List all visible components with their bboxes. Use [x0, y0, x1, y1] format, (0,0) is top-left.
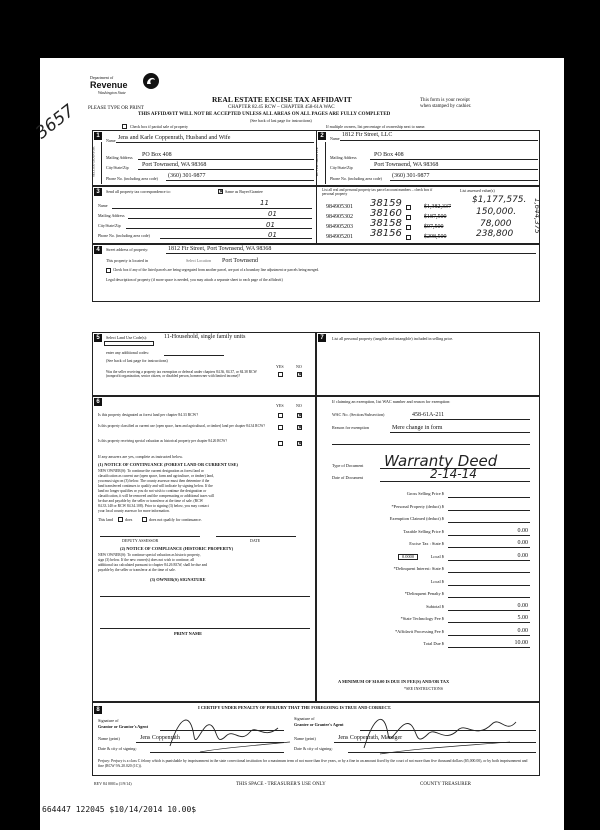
handwritten-total: 1,644,375 [533, 198, 541, 234]
seller-side-label: SELLER GRANTOR [93, 142, 102, 184]
tax-row-value[interactable]: 0.00 [517, 602, 528, 609]
tax-row-label: *State Technology Fee $ [400, 616, 444, 621]
s5-yes-checkbox[interactable] [278, 372, 283, 377]
grantor-name-label: Name (print) [98, 736, 120, 741]
assessed-printed-4: $208,500 [424, 234, 447, 240]
handwritten-value-1: $1,177,575. [472, 195, 527, 205]
grantor-sig-label: Signature of [98, 718, 119, 723]
tax-row-label: Local $ [430, 553, 444, 559]
parcel-3-personal-checkbox[interactable] [406, 225, 411, 230]
street-address-field[interactable]: 1812 Fir Street, Port Townsend, WA 98368 [168, 246, 272, 252]
s5-no-label: NO [296, 364, 302, 369]
handwritten-code-3: 38158 [370, 218, 402, 229]
does-not-label: does not qualify for continuance. [149, 517, 202, 522]
land-use-see-back: (See back of last page for instructions) [106, 358, 168, 363]
buyer-mailing-label: Mailing Address [330, 155, 357, 160]
s5-no-checkbox[interactable]: ✕ [298, 372, 303, 378]
tax-row-value[interactable]: 0.00 [517, 540, 528, 546]
receipt-note-1: This form is your receipt [420, 98, 470, 103]
tax-row-label: *Affidavit Processing Fee $ [394, 628, 444, 634]
send-correspondence-label: Send all property tax correspondence to: [106, 189, 171, 194]
tax-row-label: Total Due $ [423, 641, 444, 646]
certify-statement: I CERTIFY UNDER PENALTY OF PERJURY THAT THE FOREGOING IS TRUE AND CORRECT. [198, 705, 392, 710]
handwritten-code-4: 38156 [370, 228, 402, 239]
perjury-note: Perjury: Perjury is a class C felony which is punishable by imprisonment in the state correctional institution for a maximum term of not more than five years, or by a fine in an amount fixed by the court of not more than five thousand dollars ($5,000.00), or by both imprisonment and fine (RCW 9A.20.020 (1C)). [98, 759, 528, 768]
s3-city-label: City/State/Zip [98, 223, 121, 228]
buyer-side-label: BUYER GRANTEE [317, 142, 326, 184]
section-8-number: 8 [94, 706, 102, 714]
section-1-number: 1 [94, 132, 102, 140]
exemption-question: Was the seller receiving a property tax exemption or deferral under chapters 84.36, 84.37, or 84.38 RCW (nonprofit organization, senior citizen, or disabled person, homeowner with limited income)? [106, 370, 257, 379]
historic-question: Is this property receiving special valuation as historical property per chapter 84.26 RCW? [98, 439, 228, 443]
parcel-2[interactable]: 984905302 [326, 214, 353, 220]
same-as-buyer-label: Same as Buyer/Grantee [225, 189, 263, 194]
grantor-date-label: Date & city of signing: [98, 746, 137, 751]
owner-signature-label: (3) OWNER(S) SIGNATURE [150, 577, 206, 582]
local-rate-field[interactable]: 0.0000 [398, 554, 418, 560]
reason-field[interactable]: Mere change in form [392, 425, 443, 431]
tax-row-label: Excise Tax : State $ [409, 541, 444, 546]
land-use-select[interactable]: 11-Household, single family units [164, 334, 246, 340]
legal-description-label: Legal description of property (if more space is needed, you may attach a separate sheet to each page of the affidavit) [106, 278, 283, 282]
section-2-number: 2 [318, 132, 326, 140]
parcel-header: List all real and personal property tax parcel account numbers – check box if personal property [322, 188, 433, 197]
handwritten-code-2: 38160 [370, 208, 402, 219]
revenue-label: Revenue [90, 80, 128, 90]
tax-row-label: Local $ [430, 578, 444, 584]
form-warning: THIS AFFIDAVIT WILL NOT BE ACCEPTED UNLESS ALL AREAS ON ALL PAGES ARE FULLY COMPLETED [138, 112, 391, 117]
deputy-assessor-label: DEPUTY ASSESSOR [122, 538, 159, 543]
parcel-1[interactable]: 984905301 [326, 204, 353, 210]
tax-rows [332, 490, 532, 670]
s6-yes-label: YES [276, 403, 284, 408]
section-7-box [316, 332, 540, 396]
buyer-city-field[interactable]: Port Townsend, WA 98368 [374, 162, 439, 168]
located-value[interactable]: Port Townsend [222, 258, 258, 264]
handwritten-value-2: 150,000. [476, 207, 517, 217]
does-not-checkbox[interactable] [142, 517, 147, 522]
doc-date-label: Date of Document [332, 475, 363, 480]
s5-yes-label: YES [276, 364, 284, 369]
tax-row-value[interactable]: 0.00 [517, 627, 528, 634]
seller-city-label: City/State/Zip [106, 165, 129, 170]
margin-mark-1: 11 [260, 199, 269, 207]
grantee-date-label: Date & city of signing: [294, 746, 333, 751]
washington-state-label: Washington State [98, 90, 126, 95]
section-6-number: 6 [94, 398, 102, 406]
please-type-label: PLEASE TYPE OR PRINT [88, 106, 144, 111]
doc-date-field[interactable]: 2-14-14 [430, 467, 477, 481]
handwritten-value-4: 238,800 [476, 229, 514, 239]
grantee-sig-label: Signature of [294, 716, 315, 721]
wac-field[interactable]: 458-61A-211 [412, 412, 445, 418]
section-3-number: 3 [94, 188, 102, 196]
seller-name-label: Name [106, 138, 116, 143]
tax-row-value[interactable]: 10.00 [514, 640, 528, 646]
tax-row-label: Exemption Claimed (deduct) $ [389, 516, 444, 521]
buyer-phone-label: Phone No. (including area code) [330, 176, 382, 181]
grantee-name-label: Name (print) [294, 736, 316, 741]
exemption-claim-text: If claiming an exemption, list WAC number and reason for exemption: [332, 399, 451, 404]
tax-row-label: Gross Selling Price $ [406, 491, 444, 496]
s6-no-label: NO [296, 403, 302, 408]
land-use-label: Select Land Use Code(s): [106, 335, 147, 340]
parcel-4-personal-checkbox[interactable] [406, 235, 411, 240]
seller-name-field[interactable]: Jens and Karle Coppenrath, Husband and Wife [118, 135, 231, 141]
doc-type-label: Type of Document [332, 463, 364, 468]
s3-mailing-label: Mailing Address [98, 213, 125, 218]
partial-sale-label: Check box if partial sale of property [130, 124, 188, 129]
parcel-1-personal-checkbox[interactable] [406, 205, 411, 210]
treasurer-space-label: THIS SPACE - TREASURER'S USE ONLY [236, 782, 326, 787]
section-7-number: 7 [318, 334, 326, 342]
grantee-signature-icon [350, 704, 520, 758]
grantee-name-field[interactable]: Jens Coppenrath, Manager [338, 735, 403, 741]
seller-city-field[interactable]: Port Townsend, WA 98368 [142, 162, 207, 168]
margin-mark-2: 01 [268, 210, 277, 218]
this-land-label: This land [98, 517, 113, 522]
margin-mark-4: 01 [268, 231, 277, 239]
q2-yes-checkbox[interactable] [278, 425, 283, 430]
assessed-header: List assessed value(s) [460, 188, 495, 193]
revenue-logo [82, 72, 162, 102]
multiple-owners-note: If multiple owners, list percentage of ownership next to name. [326, 124, 426, 129]
grantee-agent-label: Grantee or Grantee's Agent [294, 722, 344, 727]
seller-mailing-field[interactable]: PO Box 408 [142, 152, 172, 158]
assessed-printed-2: $187,500 [424, 214, 447, 220]
located-in-label: This property is located in [106, 258, 148, 263]
tax-row-value[interactable]: 5.00 [517, 615, 528, 621]
s3-phone-label: Phone No. (including area code) [98, 233, 150, 238]
does-checkbox[interactable] [118, 517, 123, 522]
cashier-stamp: 664447 122045 $10/14/2014 10.00$ [42, 805, 197, 814]
q3-no-checkbox[interactable]: ✕ [298, 441, 303, 447]
answers-note: If any answers are yes, complete as instructed below. [98, 454, 183, 459]
tax-row-value[interactable]: 0.00 [517, 552, 528, 559]
revenue-swirl-icon [142, 72, 160, 90]
tax-row-label: *Personal Property (deduct) $ [391, 503, 444, 509]
tax-row-label: Taxable Selling Price $ [403, 528, 444, 534]
current-use-question: Is this property classified as current use (open space, farm and agricultural, or timber) land per chapter 84.34 RCW? [98, 424, 265, 428]
partial-sale-checkbox[interactable] [122, 124, 127, 129]
street-address-label: Street address of property: [106, 247, 149, 252]
form-subtitle: CHAPTER 82.45 RCW – CHAPTER 458-61A WAC [228, 105, 335, 110]
personal-property-label: List all personal property (tangible and intangible) included in selling price. [332, 336, 454, 341]
county-treasurer-label: COUNTY TREASURER [420, 782, 471, 787]
historic-title: (2) NOTICE OF COMPLIANCE (HISTORIC PROPERTY) [120, 546, 234, 551]
see-back-note: (See back of last page for instructions) [250, 118, 312, 123]
dept-of-label: Department of [90, 75, 114, 80]
wac-label: WAC No. (Section/Subsection) [332, 412, 385, 417]
seller-mailing-label: Mailing Address [106, 155, 133, 160]
section-5-number: 5 [94, 334, 102, 342]
assessed-printed-3: $97,500 [424, 224, 444, 230]
tax-row-value[interactable]: 0.00 [517, 527, 528, 534]
parcel-3[interactable]: 984905203 [326, 224, 353, 230]
enter-codes-label: enter any additional codes: [106, 350, 149, 355]
parcel-4[interactable]: 984905201 [326, 234, 353, 240]
buyer-name-label: Name [330, 136, 340, 141]
buyer-mailing-field[interactable]: PO Box 408 [374, 152, 404, 158]
see-instructions-note: *SEE INSTRUCTIONS [404, 686, 444, 691]
q1-no-checkbox[interactable]: ✕ [298, 413, 303, 419]
section-4-number: 4 [94, 246, 102, 254]
minimum-due-note: A MINIMUM OF $10.00 IS DUE IN FEE(S) AND/OR TAX [338, 679, 450, 684]
segregation-checkbox[interactable] [106, 268, 111, 273]
date-label: DATE [250, 538, 261, 543]
q3-yes-checkbox[interactable] [278, 441, 283, 446]
reason-label: Reason for exemption [332, 425, 369, 430]
form-title: REAL ESTATE EXCISE TAX AFFIDAVIT [212, 95, 352, 104]
parcel-2-personal-checkbox[interactable] [406, 215, 411, 220]
seller-phone-field[interactable]: (360) 301-9877 [168, 173, 206, 179]
handwritten-page-number: 3657 [32, 100, 79, 144]
s3-name-label: Name [98, 203, 108, 208]
q2-no-checkbox[interactable]: ✕ [298, 425, 303, 431]
grantor-agent-label: Grantor or Grantor's Agent [98, 724, 148, 729]
doc-type-field[interactable]: Warranty Deed [384, 452, 498, 470]
buyer-name-field[interactable]: 1812 Fir Street, LLC [342, 132, 393, 138]
grantor-name-field[interactable]: Jens Coppenrath [140, 735, 180, 741]
handwritten-code-1: 38159 [370, 198, 402, 209]
print-name-label: PRINT NAME [174, 631, 203, 636]
buyer-phone-field[interactable]: (360) 301-9877 [392, 173, 430, 179]
continuance-title: (1) NOTICE OF CONTINUANCE (FOREST LAND OR CURRENT USE) [98, 462, 238, 467]
buyer-city-label: City/State/Zip [330, 165, 353, 170]
segregation-label: Check box if any of the listed parcels are being segregated from another parcel, are part of a boundary line adjustment or parcels being merged. [113, 268, 320, 272]
tax-row-label: *Delinquent Penalty $ [404, 591, 444, 596]
assessed-printed-1: $1,382,337 [424, 204, 451, 210]
handwritten-value-3: 78,000 [480, 219, 512, 229]
q1-yes-checkbox[interactable] [278, 413, 283, 418]
same-as-buyer-checkbox[interactable]: ✕ [219, 189, 224, 195]
tax-row-label: *Delinquent Interest: State $ [393, 566, 444, 571]
grantor-signature-icon [160, 706, 300, 758]
receipt-note-2: when stamped by cashier. [420, 104, 472, 109]
does-label: does [125, 517, 133, 522]
tax-row-label: Subtotal $ [426, 603, 444, 609]
rev-code: REV 84 0001a (1/9/14) [94, 781, 132, 786]
located-select[interactable]: Select Location [186, 258, 211, 263]
margin-mark-3: 01 [266, 221, 275, 229]
forest-land-question: Is this property designated as forest land per chapter 84.33 RCW? [98, 413, 199, 417]
seller-phone-label: Phone No. (including area code) [106, 176, 158, 181]
affidavit-page: Department of Revenue Washington State 3657 PLEASE TYPE OR PRINT REAL ESTATE EXCISE TAX AFFIDAVIT CHAPTER 82.45 RCW – CHAPTER 458-61A WAC THIS AFFIDAVIT WILL NOT BE ACCEPTED UNLESS ALL AREAS ON ALL PAGES ARE FULLY COMPLETED (See back of last page for instructions) This form is your receipt when stamped by cashier. Check box if partial sale of property If multiple owners, list percentage of ownership next to name. 1 SELLER GRANTOR Name Jens and Karle Coppenrath, Husband and Wife Mailing Address PO Box 408 City/State/Zip Port Townsend, WA 98368 Phone No. (including area code) (360) 301-9877 2 BUYER GRANTEE Name 1812 Fir Street, LLC Mailing Address PO Box 408 City/State/Zip Port Townsend, WA 98368 Phone No. (including area code) (360) 301-9877 3 Send all property tax correspondence to: ✕ Same as Buyer/Grantee Name Mailing Address City/State/Zip Phone No. (including area code) 11 01 01 01 List all real and personal property tax parcel account numbers – check box if personal property List assessed value(s) 984905301 984905302 984905203 984905201 38159 38160 38158 38156 $1,382,337 $187,500 $97,500 $208,500 $1,177,575. 150,000. 78,000 238,800 1,644,375 4 Street address of property: 1812 Fir Street, Port Townsend, WA 98368 This property is located in Select Location Port Townsend Check box if any of the listed parcels are being segregated from another parcel, are part of a boundary line adjustment or parcels being merged. Legal description of property (if more space is needed, you may attach a separate sheet to each page of the affidavit) 5 Select Land Use Code(s): 11-Household, single family units enter any additional codes: (See back of last page for instructions) YES NO Was the seller receiving a property tax exemption or deferral under chapters 84.36, 84.37, or 84.38 RCW (nonprofit organization, senior citizen, or disabled person, homeowner with limited income)? ✕ 7 List all personal property (tangible and intangible) included in selling price. 6 YES NO Is this property designated as forest land per chapter 84.33 RCW? ✕ Is this property classified as current use (open space, farm and agricultural, or timber) land per chapter 84.34 RCW? ✕ Is this property receiving special valuation as historical property per chapter 84.26 RCW? ✕ If any answers are yes, complete as instructed below. (1) NOTICE OF CONTINUANCE (FOREST LAND OR CURRENT USE) NEW OWNER(S): To continue the current designation as forest land or classification as current use (open space, farm and agriculture, or timber) land, you must sign on (3) below. The county assessor must then determine if the land transferred continues to qualify and will indicate by signing below. If the land no longer qualifies or you do not wish to continue the designation or classification, it will be removed and the compensating or additional taxes will be due and payable by the seller or transferor at the time of sale. (RCW 84.33.140 or RCW 84.34.108). Prior to signing (3) below, you may contact your local county assessor for more information. This land does does not qualify for continuance. DEPUTY ASSESSOR DATE (2) NOTICE OF COMPLIANCE (HISTORIC PROPERTY) NEW OWNER(S): To continue special valuation as historic property, sign (3) below. If the new owner(s) does not wish to continue, all additional tax calculated pursuant to chapter 84.26 RCW, shall be due and payable by the seller or transferor at the time of sale. (3) OWNER(S) SIGNATURE PRINT NAME If claiming an exemption, list WAC number and reason for exemption: WAC No. (Section/Subsection) 458-61A-211 Reason for exemption Mere change in form Type of Document Warranty Deed Date of Document 2-14-14 Gross Selling Price $ *Personal Property (deduct) $ Exemption Claimed (deduct) $ Taxable Selling Price $ 0.00 Excise Tax : State $ 0.00 Local $ 0.00 0.0000 *Delinquent Interest: State $ Local $ *Delinquent Penalty $ Subtotal $ 0.00 *State Technology Fee $ 5.00 *Affidavit Processing Fee $ 0.00 Total Due $ 10.00 A MINIMUM OF $10.00 IS DUE IN FEE(S) AND/OR TAX *SEE INSTRUCTIONS 8 I CERTIFY UNDER PENALTY OF PERJURY THAT THE FOREGOING IS TRUE AND CORRECT. Signature of Grantor or Grantor's Agent Name (print) Jens Coppenrath Date & city of signing: Signature of Grantee or Grantee's Agent Name (print) Jens Coppenrath, Manager Date & city of signing: Perjury: Perjury is a class C felony which is punishable by imprisonment in the state correctional institution for a maximum term of not more than five years, or by a fine in an amount fixed by the court of not more than five thousand dollars ($5,000.00), or by both imprisonment and fine (RCW 9A.20.020 (1C)). REV 84 0001a (1/9/14) THIS SPACE - TREASURER'S USE ONLY COUNTY TREASURER 664447 122045 $10/14/2014 10.00$ [40, 58, 564, 830]
